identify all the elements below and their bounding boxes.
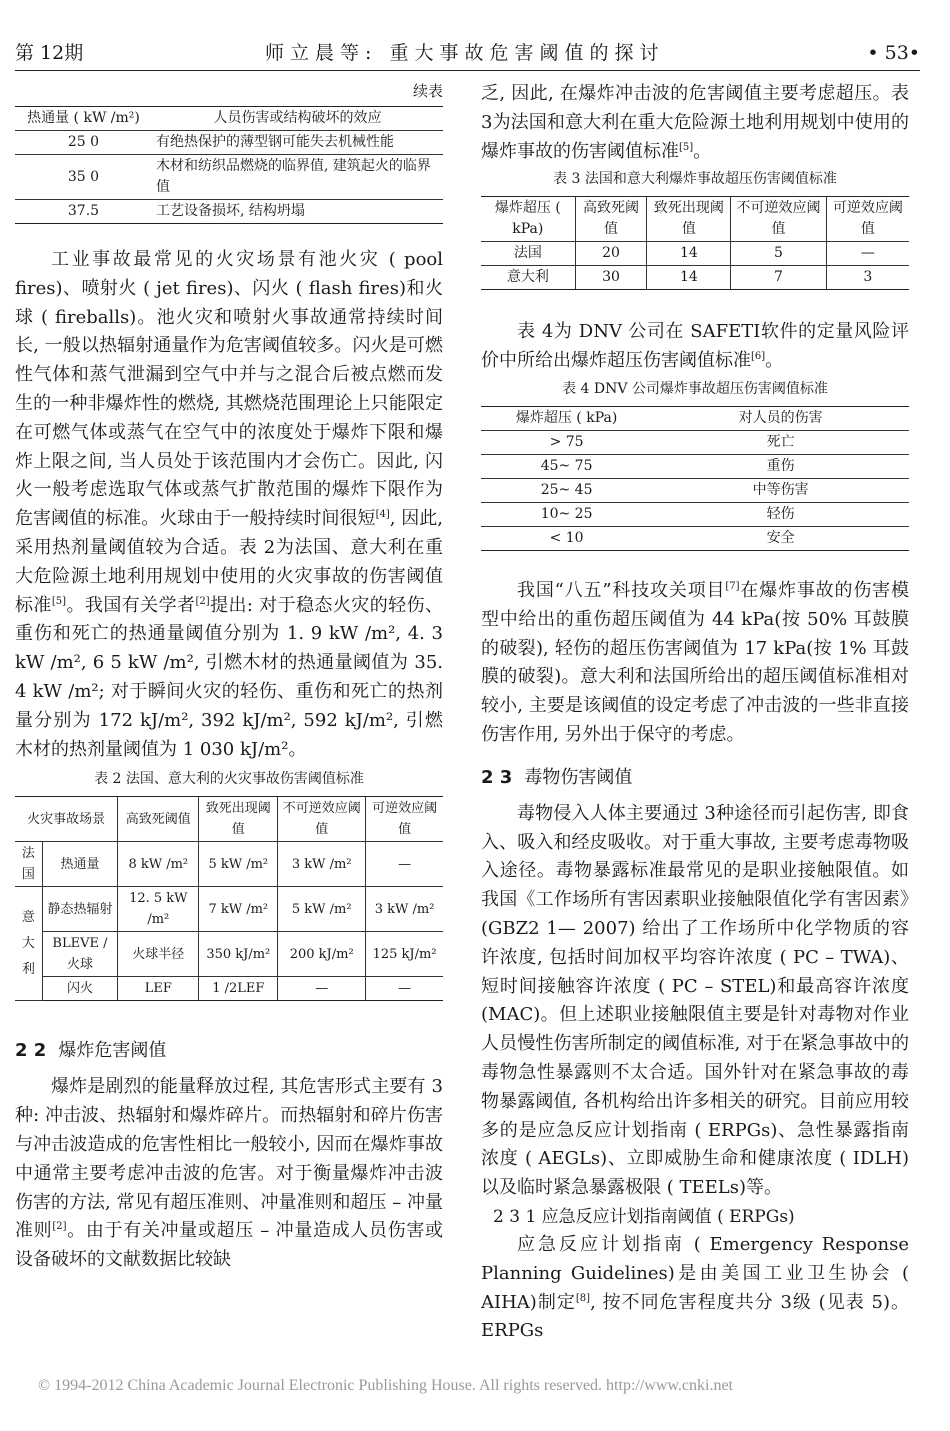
citation: [5]: [51, 595, 67, 607]
table-cell: 1 /2LEF: [199, 977, 278, 1001]
section-title: 爆炸危害阈值: [58, 1040, 167, 1062]
table-cell: —: [366, 977, 443, 1001]
table3: [481, 196, 909, 290]
text-run: , 按不同危害程度共分 3级 (见表 5)。ERPGs: [481, 1291, 909, 1342]
table-cell: —: [826, 242, 909, 266]
table2-caption: 表 2 法国、意大利的火灾事故伤害阈值标准: [94, 771, 364, 788]
table-header-cell: 火灾事故场景: [15, 797, 118, 842]
paragraph-dnv: [481, 318, 909, 376]
page-header: [15, 28, 920, 68]
table-header-cell: 对人员的伤害: [652, 406, 909, 430]
table-header-cell: 致死出现阈值: [199, 797, 278, 842]
table-row: [15, 131, 443, 155]
table-header-cell: 不可逆效应阈值: [278, 797, 366, 842]
text-run: 。: [693, 140, 712, 162]
table-cell: 45~ 75: [481, 454, 652, 478]
paragraph-ba-wu-project: [481, 577, 909, 750]
table-header-row: [15, 107, 443, 131]
text-run: 。我国有关学者: [66, 594, 196, 616]
table-header-cell: 可逆效应阈值: [826, 197, 909, 242]
page-number: • 53•: [867, 42, 920, 64]
header-rule: [15, 70, 920, 71]
table-row: [15, 155, 443, 200]
text-run: 我国“八五”科技攻关项目: [517, 579, 726, 601]
section-title: 毒物伤害阈值: [524, 766, 633, 788]
paragraph-fire-scenarios: [15, 246, 443, 764]
table-cell: 安全: [652, 526, 909, 550]
table-cell: 350 kJ/m²: [199, 932, 278, 977]
table-cell: 意大利: [481, 266, 575, 290]
table-cell: 死亡: [652, 430, 909, 454]
table-row: [15, 932, 443, 977]
table-header-row: [15, 797, 443, 842]
paragraph-toxic: [481, 800, 909, 1203]
table-row: [481, 526, 909, 550]
table-cell: —: [366, 842, 443, 887]
table-cell: BLEVE / 火球: [42, 932, 117, 977]
table-header-cell: 爆炸超压 ( kPa): [481, 406, 652, 430]
table-header-cell: 高致死阈值: [575, 197, 647, 242]
citation: [7]: [725, 580, 740, 592]
table3-caption: 表 3 法国和意大利爆炸事故超压伤害阈值标准: [553, 171, 837, 188]
table-cell: 25 0: [15, 131, 152, 155]
table-cell: > 75: [481, 430, 652, 454]
section-number: 2 3: [481, 766, 513, 788]
citation: [2]: [195, 595, 210, 607]
table-cell: 7 kW /m²: [199, 887, 278, 932]
table-header-cell: 高致死阈值: [118, 797, 199, 842]
issue-number: 第 12期: [15, 42, 84, 64]
text-run: 。: [765, 350, 784, 372]
table-header-cell: 不可逆效应阈值: [731, 197, 826, 242]
right-column: [481, 80, 909, 1346]
table-header-cell: 爆炸超压 ( kPa): [481, 197, 575, 242]
citation: [2]: [52, 1221, 67, 1233]
paragraph-overpressure: [481, 80, 909, 166]
table-cell: 静态热辐射: [42, 887, 117, 932]
table-cell: 3 kW /m²: [278, 842, 366, 887]
table-cell: 3: [826, 266, 909, 290]
table-row: [481, 242, 909, 266]
table-cell: 火球半径: [118, 932, 199, 977]
table-row: [481, 502, 909, 526]
text-run: 。由于有关冲量或超压 – 冲量造成人员伤害或设备破坏的文献数据比较缺: [15, 1220, 443, 1271]
table-cell: 5 kW /m²: [199, 842, 278, 887]
table-header-cell: 人员伤害或结构破坏的效应: [152, 107, 443, 131]
text-run: 工业事故最常见的火灾场景有池火灾 ( pool fires)、喷射火 ( jet fires)、闪火 ( flash fires)和火球 ( fireballs)。池火灾和喷射火事故通常持续时间长, 一般以热辐射通量作为危害阈值较多。闪火是可燃性气体和蒸气泄漏到空气中并与之混合后被点燃而发生的一种非爆炸性的燃烧, 其燃烧范围理论上只能限定在可燃气体或蒸气在空气中的浓度处于爆炸下限和爆炸上限之间, 当人员处于该范围内才会伤亡。因此, 闪火一般考虑选取气体或蒸气扩散范围的爆炸下限作为危害阈值的标准。火球由于一般持续时间很短: [15, 249, 443, 530]
table4: [481, 406, 909, 551]
table-cell: < 10: [481, 526, 652, 550]
table-row: [481, 454, 909, 478]
table-cell: 5 kW /m²: [278, 887, 366, 932]
citation: [5]: [679, 141, 694, 153]
table-cell: 14: [647, 242, 731, 266]
table-row: [481, 266, 909, 290]
table1: [15, 106, 443, 224]
text-run: 提出: 对于稳态火灾的轻伤、重伤和死亡的热通量阈值分别为 1. 9 kW /m², 4. 3 kW /m², 6 5 kW /m², 引燃木材的热通量阈值为 35. 4 kW /m²; 对于瞬间火灾的轻伤、重伤和死亡的热剂量分别为 172 kJ/m², 392 kJ/m², 592 kJ/m², 引燃木材的热剂量阈值为 1 030 kJ/m²。: [15, 594, 443, 760]
table-header-row: [481, 406, 909, 430]
citation: [8]: [575, 1292, 591, 1304]
table-cell: 法国: [15, 842, 42, 887]
table-cell: 法国: [481, 242, 575, 266]
citation: [4]: [375, 509, 390, 521]
paragraph-explosion: [15, 1073, 443, 1275]
citation: [6]: [751, 351, 766, 363]
table-header-cell: 可逆效应阈值: [366, 797, 443, 842]
table2: [15, 796, 443, 1001]
table-cell: 闪火: [42, 977, 117, 1001]
table-cell: 有绝热保护的薄型钢可能失去机械性能: [152, 131, 443, 155]
text-run: 毒物侵入人体主要通过 3种途径而引起伤害, 即食入、吸入和经皮吸收。对于重大事故, 主要考虑毒物吸入途径。毒物暴露标准最常见的是职业接触限值。如我国《工作场所有害因素职业接触限值化学有害因素》(GBZ2 1— 2007) 给出了工作场所中化学物质的容许浓度, 包括时间加权平均容许浓度 ( PC – TWA)、短时间接触容许浓度 ( PC – STEL)和最高容许浓度 (MAC)。但上述职业接触限值主要是针对毒物对作业人员慢性伤害所制定的阈值标准, 对于在紧急事故中的毒物急性暴露则不太合适。国外针对在紧急事故的毒物暴露阈值, 各机构给出许多相关的研究。目前应用较多的是应急反应计划指南 ( ERPGs)、急性暴露指南浓度 ( AEGLs)、立即威胁生命和健康浓度 ( IDLH)以及临时紧急暴露极限 ( TEELs)等。: [481, 802, 909, 1199]
running-title: 师立晨等: 重大事故危害阈值的探讨: [265, 42, 665, 64]
text-run: , 因此, 采用热剂量阈值较为合适。表 2为法国、意大利在重大危险源土地利用规划中使用的火灾事故的伤害阈值标准: [15, 508, 444, 616]
table-row: [15, 200, 443, 224]
text-run: 应急反应计划指南 ( Emergency Response Planning Guidelines)是由美国工业卫生协会 ( AIHA)制定: [481, 1233, 909, 1313]
table-cell: 25~ 45: [481, 478, 652, 502]
table4-caption: 表 4 DNV 公司爆炸事故超压伤害阈值标准: [562, 380, 828, 397]
table-row: [15, 887, 443, 932]
table-row: [481, 478, 909, 502]
table-cell: 20: [575, 242, 647, 266]
table-cell: 5: [731, 242, 826, 266]
subsection-heading-2-3-1: 2 3 1 应急反应计划指南阈值 ( ERPGs): [493, 1206, 795, 1227]
table-header-row: [481, 197, 909, 242]
table-cell: 工艺设备损坏, 结构坍塌: [152, 200, 443, 224]
section-heading-2-2: [15, 1037, 443, 1065]
table-cell: 热通量: [42, 842, 117, 887]
table-cell: 3 kW /m²: [366, 887, 443, 932]
table-row: [481, 430, 909, 454]
table1-continued-label: 续表: [412, 82, 443, 100]
table-cell: 重伤: [652, 454, 909, 478]
table-cell: 35 0: [15, 155, 152, 200]
table-row: [15, 977, 443, 1001]
table-header-cell: 热通量 ( kW /m²): [15, 107, 152, 131]
table-cell: 8 kW /m²: [118, 842, 199, 887]
table-cell: LEF: [118, 977, 199, 1001]
table-cell: 37.5: [15, 200, 152, 224]
section-number: 2 2: [15, 1040, 47, 1062]
table-cell: 轻伤: [652, 502, 909, 526]
table-cell: 10~ 25: [481, 502, 652, 526]
text-run: 乏, 因此, 在爆炸冲击波的危害阈值主要考虑超压。表 3为法国和意大利在重大危险源土地利用规划中使用的爆炸事故的伤害阈值标准: [481, 83, 909, 162]
table-cell: 木材和纺织品燃烧的临界值, 建筑起火的临界值: [152, 155, 443, 200]
section-heading-2-3: [481, 764, 909, 792]
table-cell: 30: [575, 266, 647, 290]
left-column: [15, 80, 443, 1275]
table-cell: 12. 5 kW /m²: [118, 887, 199, 932]
text-run: 在爆炸事故的伤害模型中给出的重伤超压阈值为 44 kPa(按 50% 耳鼓膜的破裂), 轻伤的超压伤害阈值为 17 kPa(按 1% 耳鼓膜的破裂)。意大利和法国所给出的超压阈值标准相对较小, 主要是该阈值的设定考虑了冲击波的一些非直接伤害作用, 另外出于保守的考虑。: [481, 579, 909, 745]
text-run: 表 4为 DNV 公司在 SAFETI软件的定量风险评价中所给出爆炸超压伤害阈值标准: [481, 321, 909, 372]
paragraph-erpg: [481, 1231, 909, 1346]
table-cell: —: [278, 977, 366, 1001]
table-row: [15, 842, 443, 887]
table-header-cell: 致死出现阈值: [647, 197, 731, 242]
table-cell: 200 kJ/m²: [278, 932, 366, 977]
table-cell: 125 kJ/m²: [366, 932, 443, 977]
text-run: 爆炸是剧烈的能量释放过程, 其危害形式主要有 3种: 冲击波、热辐射和爆炸碎片。而热辐射和碎片伤害与冲击波造成的危害性相比一般较小, 因而在爆炸事故中通常主要考虑冲击波的危害。对于衡量爆炸冲击波伤害的方法, 常见有超压准则、冲量准则和超压 – 冲量准则: [15, 1076, 443, 1242]
table-cell: 7: [731, 266, 826, 290]
table-cell: 中等伤害: [652, 478, 909, 502]
table-cell: 14: [647, 266, 731, 290]
copyright-footer: © 1994-2012 China Academic Journal Electronic Publishing House. All rights reserved. http://www.cnki.net: [38, 1377, 733, 1394]
table-cell: 意大利: [15, 887, 42, 1001]
